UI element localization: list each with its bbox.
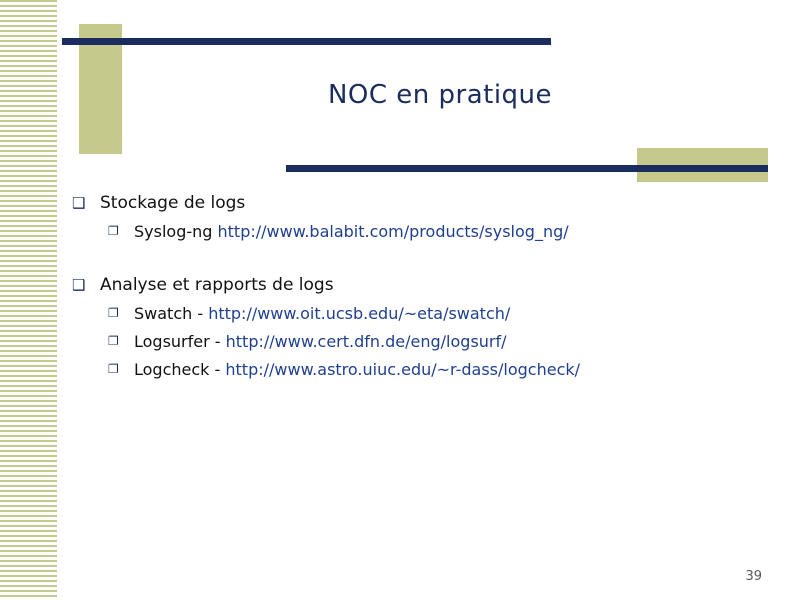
bullet-level2-text — [134, 218, 569, 245]
navy-bar-top — [62, 38, 551, 45]
bullet-level1-label: Analyse et rapports de logs — [100, 275, 334, 295]
left-stripe-edge — [57, 0, 60, 600]
bullet-level2-label: Swatch - — [134, 304, 209, 323]
bullet-level2-text — [134, 300, 510, 327]
sub-bullet-marker-icon: ❐ — [108, 334, 119, 348]
external-link[interactable]: http://www.astro.uiuc.edu/~r-dass/logcheck/ — [225, 360, 581, 379]
bullet-level1 — [72, 190, 772, 216]
bullet-level2 — [108, 218, 772, 245]
bullet-level1-label: Stockage de logs — [100, 193, 246, 213]
external-link[interactable]: http://www.cert.dfn.de/eng/logsurf/ — [225, 332, 507, 351]
bullet-level2-text — [134, 328, 507, 355]
bullet-level2 — [108, 356, 772, 383]
slide-content — [72, 190, 772, 384]
bullet-level2-label: Syslog-ng — [134, 222, 218, 241]
bullet-level2-text — [134, 356, 580, 383]
bullet-level1 — [72, 272, 772, 298]
left-stripe-decoration — [0, 0, 57, 600]
bullet-level2-label: Logcheck - — [134, 360, 226, 379]
bullet-level2-label: Logsurfer - — [134, 332, 226, 351]
sub-bullet-marker-icon: ❐ — [108, 362, 119, 376]
bullet-level2 — [108, 300, 772, 327]
bullet-marker-icon: ❑ — [72, 194, 86, 212]
page-number: 39 — [745, 569, 762, 584]
page-title: NOC en pratique — [327, 80, 553, 110]
sub-bullet-marker-icon: ❐ — [108, 224, 119, 238]
sub-bullet-marker-icon: ❐ — [108, 306, 119, 320]
external-link[interactable]: http://www.balabit.com/products/syslog_ng/ — [217, 222, 569, 241]
section-spacer — [72, 246, 772, 272]
bullet-level2 — [108, 328, 772, 355]
external-link[interactable]: http://www.oit.ucsb.edu/~eta/swatch/ — [208, 304, 511, 323]
navy-bar-middle — [286, 165, 768, 172]
bullet-marker-icon: ❑ — [72, 276, 86, 294]
